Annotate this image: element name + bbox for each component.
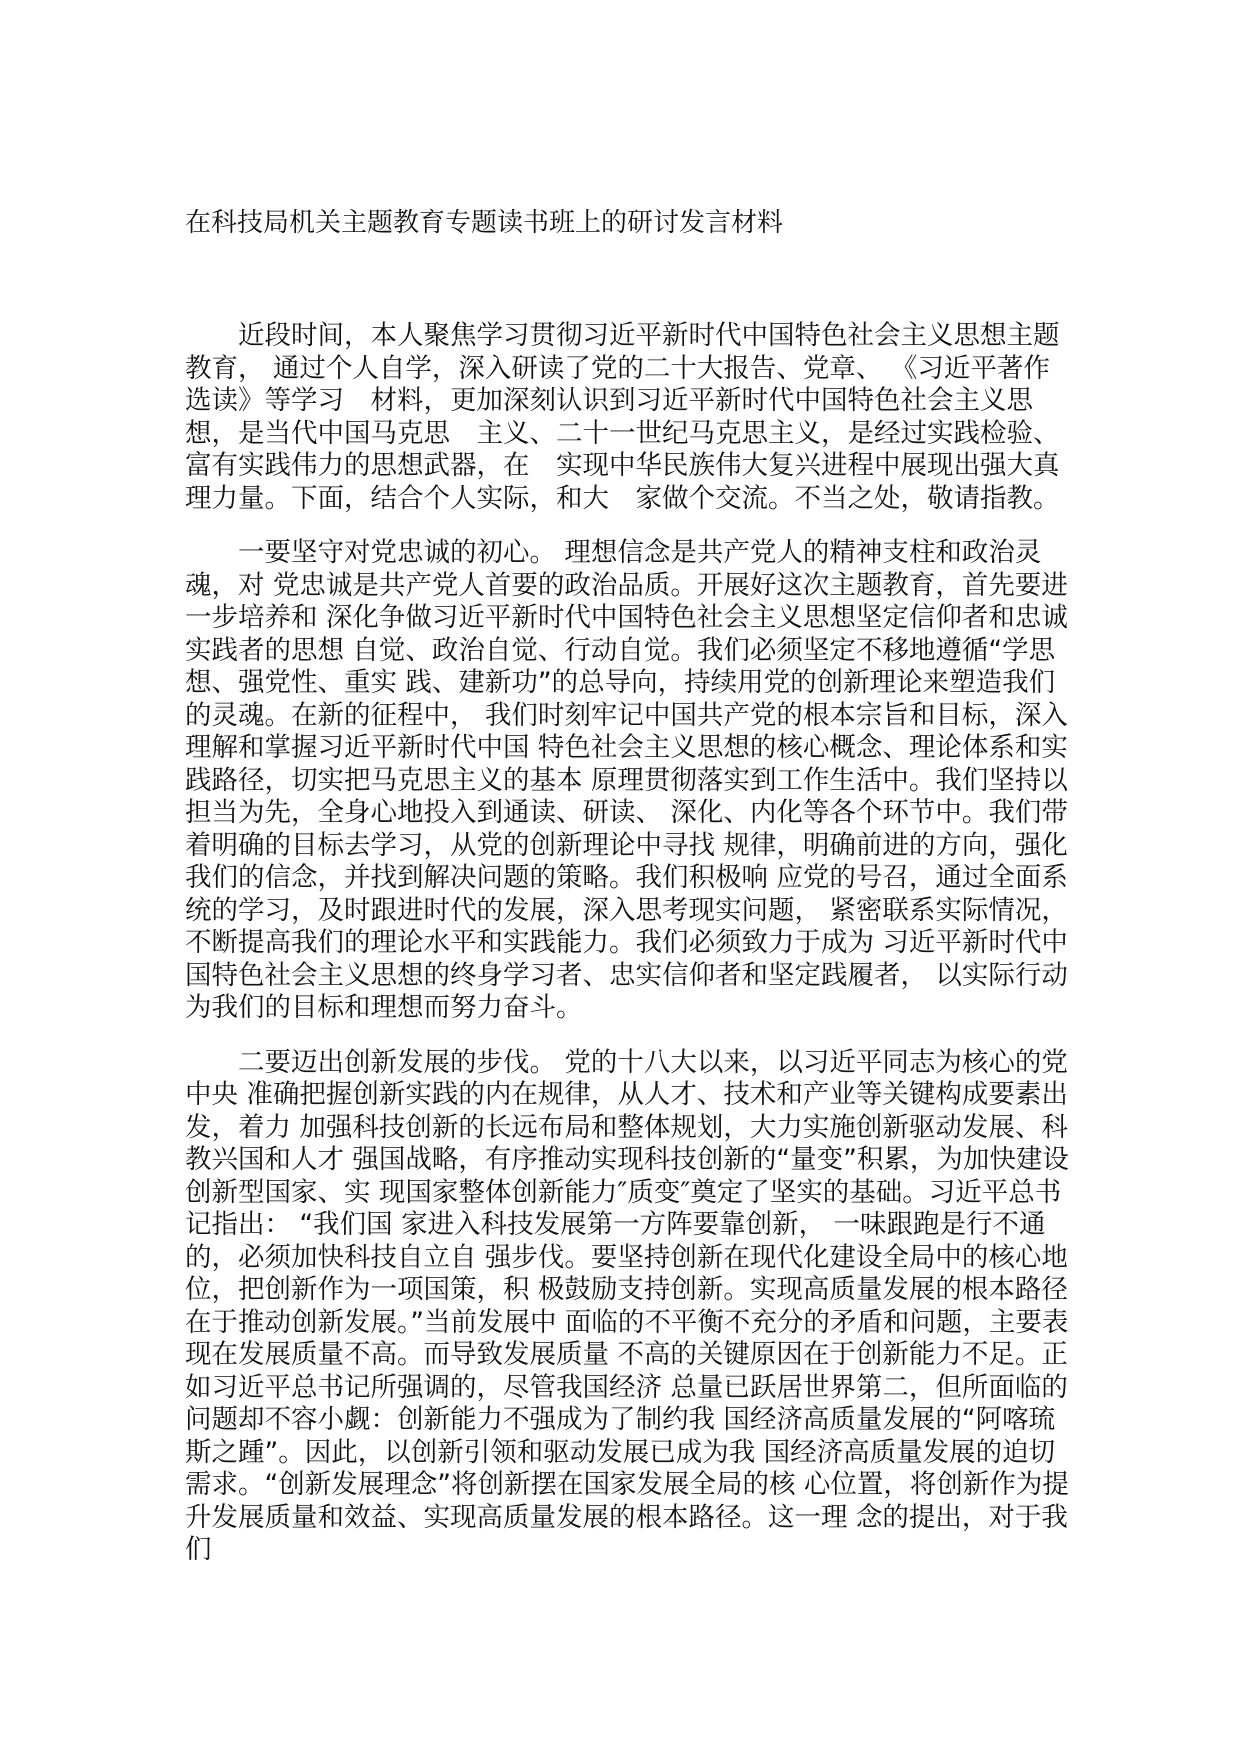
paragraph-innovation: 二要迈出创新发展的步伐。 党的十八大以来，以习近平同志为核心的党中央 准确把握创新实践的内在规律，从人才、技术和产业等关键构成要素出发，着力 加强科技创新的长远布局和整体规划，大力实施创新驱动发展、科教兴国和人才 强国战略，有序推动实现科技创新的“量变”积累，为加快建设创新型国家、实 现国家整体创新能力″质变″奠定了坚实的基础。习近平总书记指出： “我们国 家进入科技发展第一方阵要靠创新， 一味跟跑是行不通的，必须加快科技自立自 强步伐。要坚持创新在现代化建设全局中的核心地位，把创新作为一项国策，积 极鼓励支持创新。实现高质量发展的根本路径在于推动创新发展。”当前发展中 面临的不平衡不充分的矛盾和问题，主要表现在发展质量不高。而导致发展质量 不高的关键原因在于创新能力不足。正如习近平总书记所强调的，尽管我国经济 总量已跃居世界第二，但所面临的问题却不容小觑：创新能力不强成为了制约我 国经济高质量发展的“阿喀琉斯之踵”。因此，以创新引领和驱动发展已成为我 国经济高质量发展的迫切需求。“创新发展理念”将创新摆在国家发展全局的核 心位置，将创新作为提升发展质量和效益、实现高质量发展的根本路径。这一理 念的提出，对于我们 xyxy=(185,1046,1069,1565)
paragraph-loyalty: 一要坚守对党忠诚的初心。 理想信念是共产党人的精神支柱和政治灵魂，对 党忠诚是共产党人首要的政治品质。开展好这次主题教育，首先要进一步培养和 深化争做习近平新时代中国特色社会主义思想坚定信仰者和忠诚实践者的思想 自觉、政治自觉、行动自觉。我们必须坚定不移地遵循“学思想、强党性、重实 践、建新功”的总导向，持续用党的创新理论来塑造我们的灵魂。在新的征程中， 我们时刻牢记中国共产党的根本宗旨和目标，深入理解和掌握习近平新时代中国 特色社会主义思想的核心概念、理论体系和实践路径，切实把马克思主义的基本 原理贯彻落实到工作生活中。我们坚持以担当为先，全身心地投入到通读、研读、 深化、内化等各个环节中。我们带着明确的目标去学习，从党的创新理论中寻找 规律，明确前进的方向，强化我们的信念，并找到解决问题的策略。我们积极响 应党的号召，通过全面系统的学习，及时跟进时代的发展，深入思考现实问题， 紧密联系实际情况，不断提高我们的理论水平和实践能力。我们必须致力于成为 习近平新时代中国特色社会主义思想的终身学习者、忠实信仰者和坚定践履者， 以实际行动为我们的目标和理想而努力奋斗。 xyxy=(185,537,1068,1023)
document-title: 在科技局机关主题教育专题读书班上的研讨发言材料 xyxy=(185,208,784,238)
document-page xyxy=(185,196,1075,1589)
paragraph-intro: 近段时间，本人聚焦学习贯彻习近平新时代中国特色社会主义思想主题教育， 通过个人自学，深入研读了党的二十大报告、党章、 《习近平著作选读》等学习 材料，更加深刻认识到习近平新时代中国特色社会主义思想，是当代中国马克思 主义、二十一世纪马克思主义，是经过实践检验、富有实践伟力的思想武器，在 实现中华民族伟大复兴进程中展现出强大真理力量。下面，结合个人实际，和大 家做个交流。不当之处，敬请指教。 xyxy=(185,320,1060,514)
